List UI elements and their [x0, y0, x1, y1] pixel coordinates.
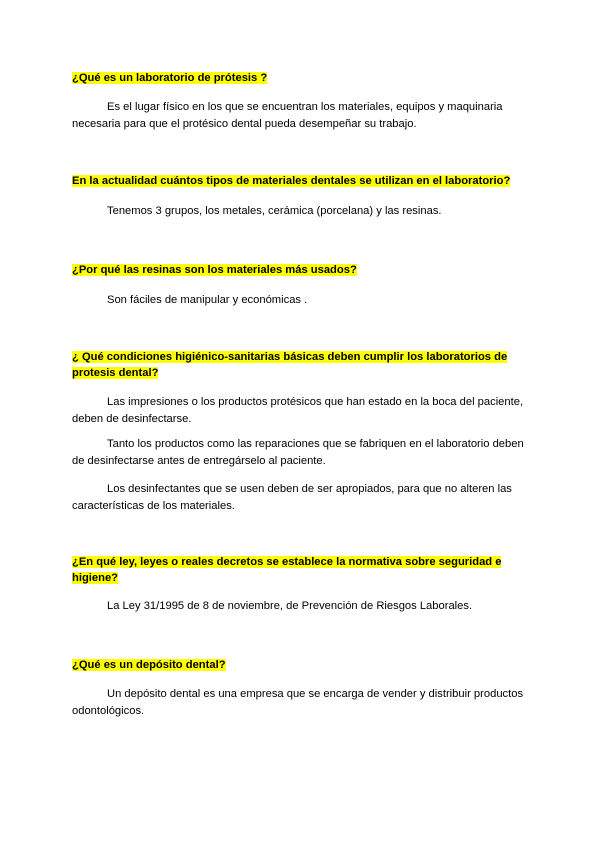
- answer-6-1: Un depósito dental es una empresa que se encarga de vender y distribuir productos odontológicos.: [72, 688, 524, 717]
- question-4: ¿ Qué condiciones higiénico-sanitarias básicas deben cumplir los laboratorios de protesis dental?: [72, 351, 508, 379]
- question-1: ¿Qué es un laboratorio de prótesis ?: [72, 72, 268, 84]
- answer-4-3: Los desinfectantes que se usen deben de ser apropiados, para que no alteren las características de los materiales.: [72, 483, 512, 512]
- answer-2-1: Tenemos 3 grupos, los metales, cerámica (porcelana) y las resinas.: [107, 205, 442, 217]
- question-6: ¿Qué es un depósito dental?: [72, 659, 226, 671]
- question-2: En la actualidad cuántos tipos de materiales dentales se utilizan en el laboratorio?: [72, 175, 511, 187]
- answer-5-1: La Ley 31/1995 de 8 de noviembre, de Prevención de Riesgos Laborales.: [107, 600, 473, 612]
- question-5: ¿En qué ley, leyes o reales decretos se establece la normativa sobre seguridad e higiene?: [72, 556, 502, 584]
- answer-4-2: Tanto los productos como las reparaciones que se fabriquen en el laboratorio deben de desinfectarse antes de entregárselo al paciente.: [72, 438, 524, 467]
- answer-4-1: Las impresiones o los productos protésicos que han estado en la boca del paciente, deben de desinfectarse.: [72, 396, 524, 425]
- answer-1-1: Es el lugar físico en los que se encuentran los materiales, equipos y maquinaria necesaria para que el protésico dental pueda desempeñar su trabajo.: [72, 101, 503, 130]
- question-3: ¿Por qué las resinas son los materiales más usados?: [72, 264, 357, 276]
- answer-3-1: Son fáciles de manipular y económicas .: [107, 294, 308, 306]
